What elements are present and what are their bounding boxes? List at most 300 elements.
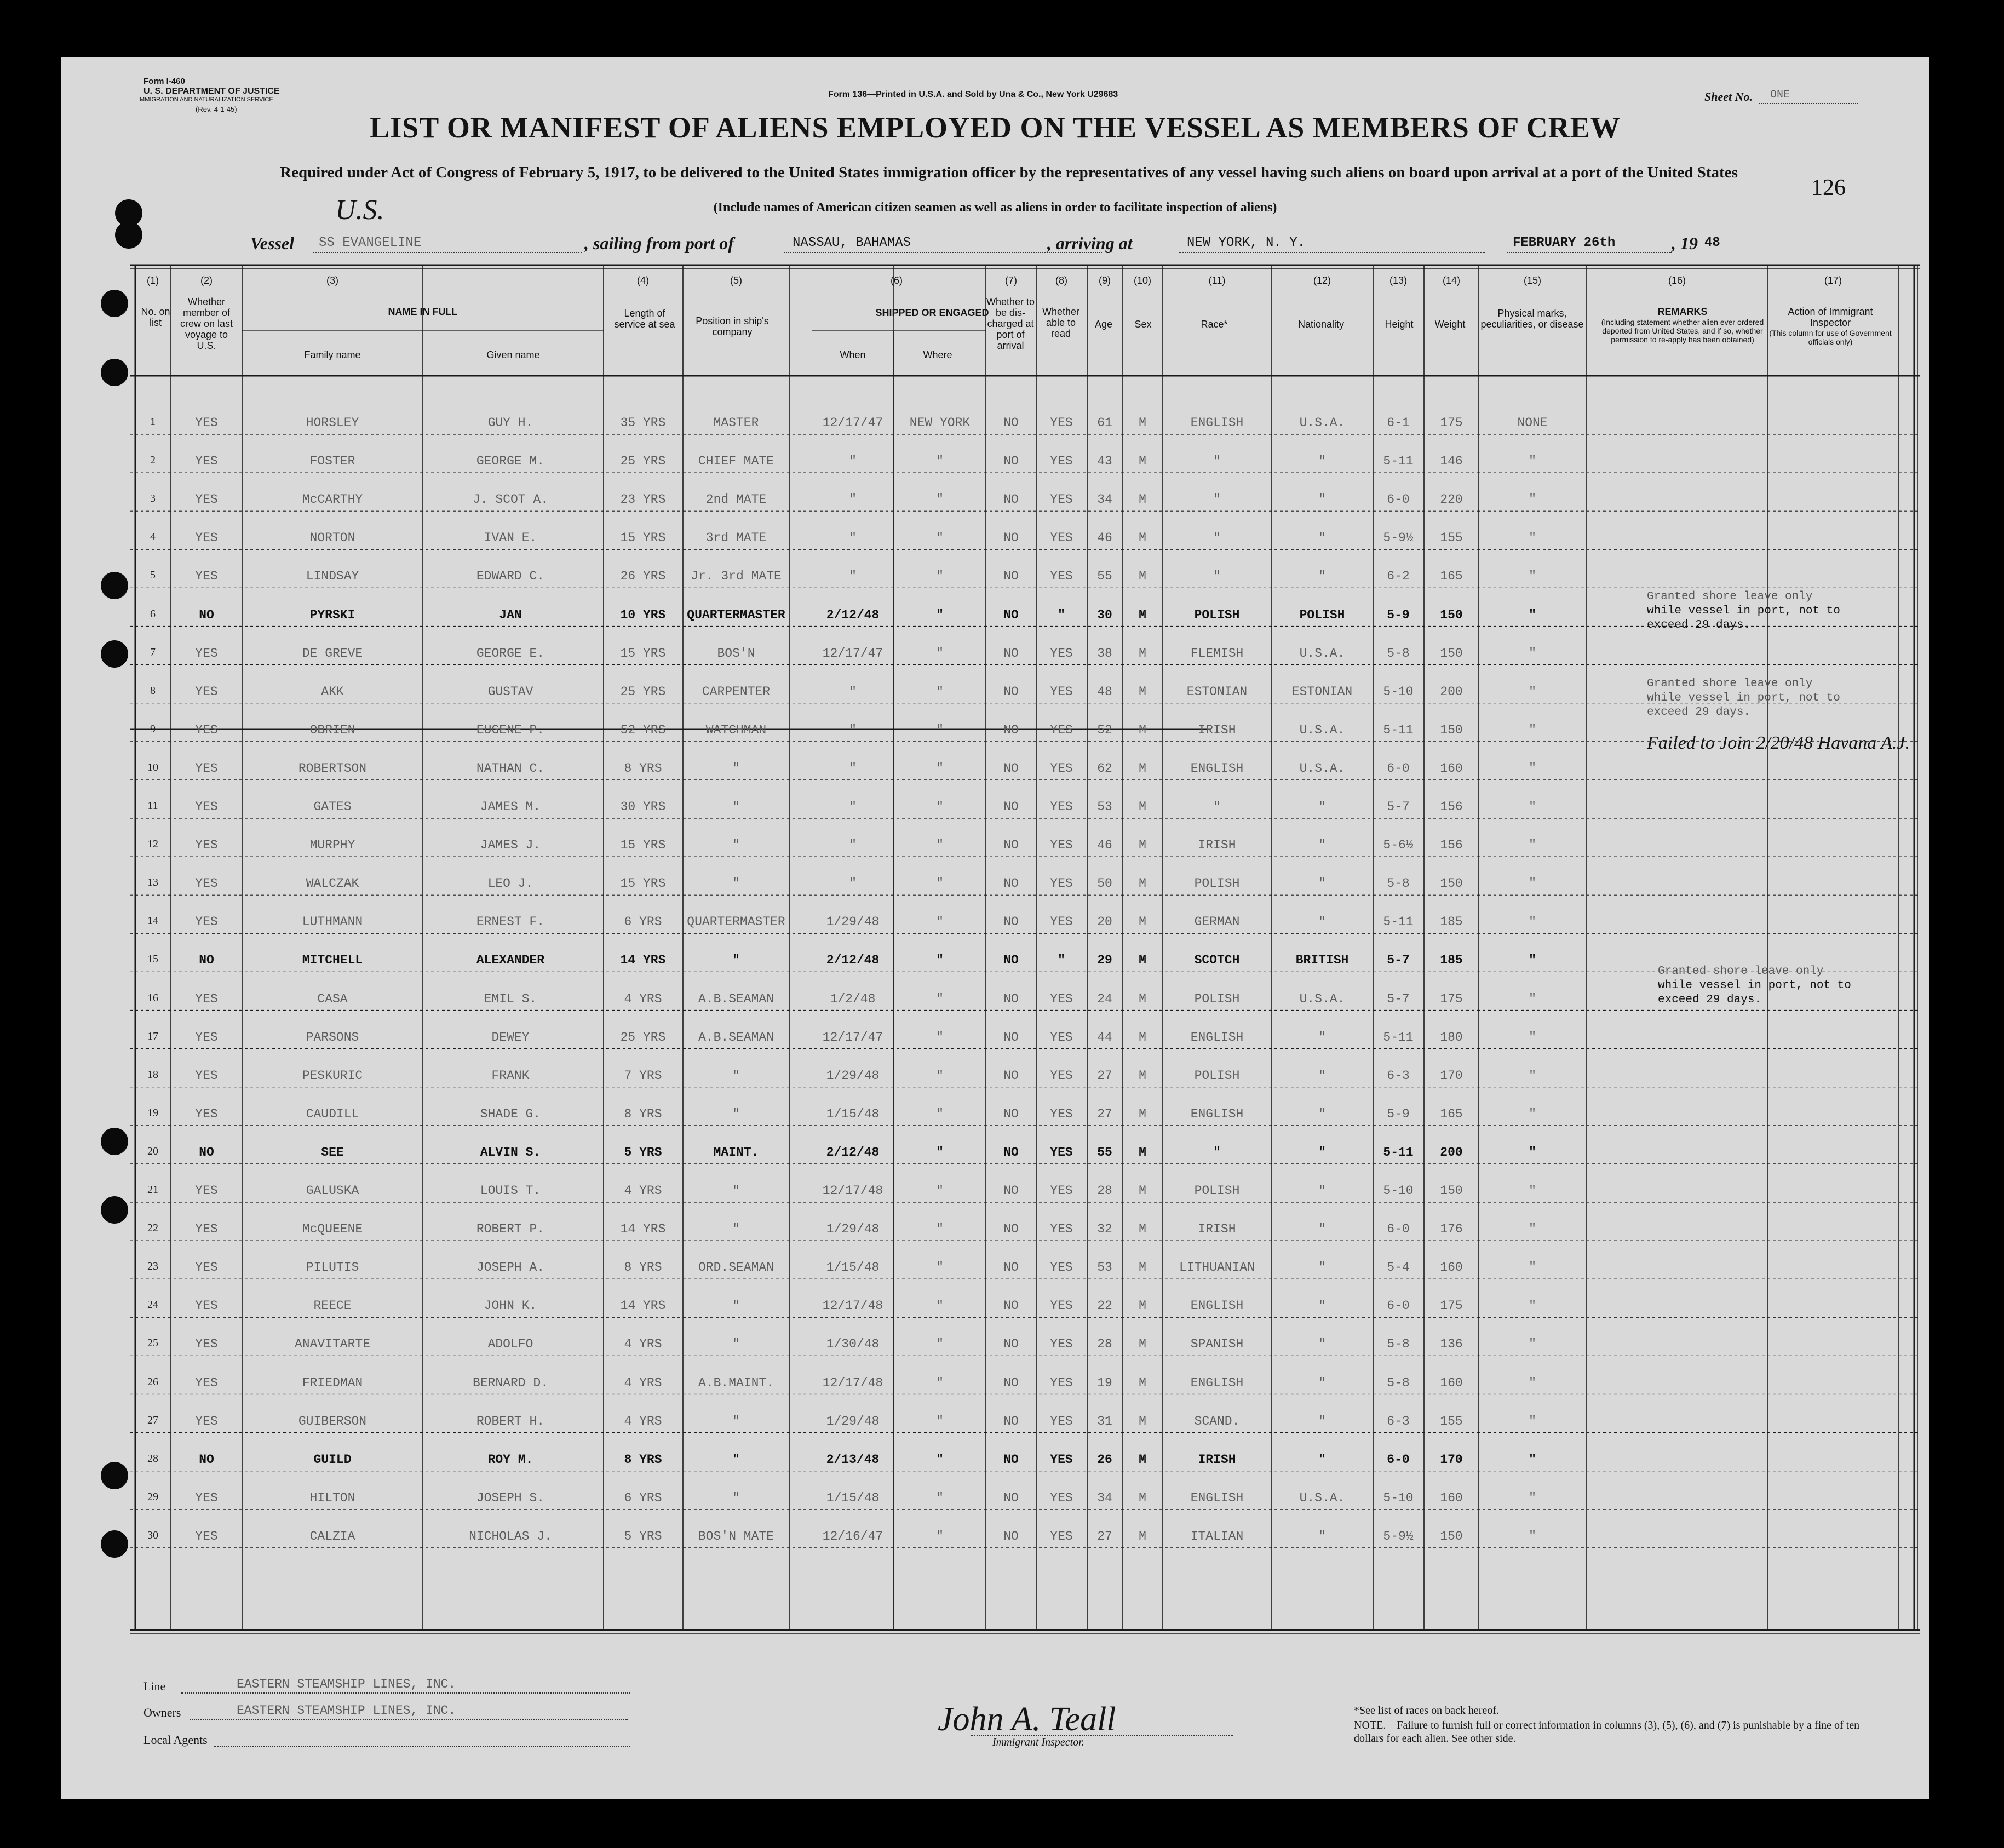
family-name: FRIEDMAN: [302, 1375, 363, 1390]
column-number-label: (15): [1523, 275, 1541, 286]
weight: 150: [1440, 876, 1463, 891]
line-rule: [181, 1692, 630, 1694]
able-to-read: YES: [1050, 1068, 1073, 1083]
position: BOS'N: [717, 646, 755, 661]
able-to-read: YES: [1050, 569, 1073, 584]
physical-marks: ": [1529, 1222, 1536, 1237]
row-number: 30: [147, 1529, 158, 1541]
nationality: ": [1318, 1414, 1326, 1428]
row-number: 12: [147, 838, 158, 851]
family-name: LUTHMANN: [302, 915, 363, 929]
shipped-when: ": [849, 569, 857, 584]
weight: 175: [1440, 991, 1463, 1006]
position: Jr. 3rd MATE: [691, 569, 782, 584]
able-to-read: YES: [1050, 1452, 1073, 1467]
header-physical-marks: Physical marks, peculiarities, or disease: [1480, 308, 1584, 330]
height: 5-7: [1387, 953, 1410, 968]
age: 38: [1097, 646, 1112, 661]
row-number: 11: [147, 800, 158, 812]
race: GERMAN: [1194, 915, 1240, 929]
discharged: NO: [1003, 915, 1019, 929]
shipped-when: ": [849, 531, 857, 546]
row-number: 2: [150, 454, 156, 467]
discharged: NO: [1003, 1337, 1019, 1352]
row-number: 21: [147, 1184, 158, 1196]
crew-last-voyage: YES: [195, 1337, 218, 1352]
shipped-when: ": [849, 761, 857, 776]
shipped-where: ": [936, 722, 944, 737]
position: ": [732, 1452, 740, 1467]
physical-marks: ": [1529, 492, 1536, 507]
weight: 156: [1440, 800, 1463, 814]
height: 5-7: [1387, 991, 1410, 1006]
family-name: MITCHELL: [302, 953, 363, 968]
column-number-label: (5): [730, 275, 742, 286]
position: ": [732, 800, 740, 814]
physical-marks: ": [1529, 1030, 1536, 1044]
weight: 160: [1440, 1490, 1463, 1505]
sex: M: [1139, 1222, 1146, 1237]
header-where: Where: [923, 349, 952, 360]
position: 2nd MATE: [705, 492, 767, 507]
race: ESTONIAN: [1186, 684, 1248, 699]
race: ENGLISH: [1190, 416, 1244, 430]
nationality: U.S.A.: [1299, 646, 1345, 661]
remark-row15-line1: Granted shore leave only: [1658, 965, 1824, 978]
crew-last-voyage: NO: [199, 1452, 214, 1467]
weight: 150: [1440, 1184, 1463, 1198]
given-name: LOUIS T.: [480, 1184, 541, 1198]
height: 6-3: [1387, 1414, 1410, 1428]
shipped-where: NEW YORK: [909, 416, 971, 430]
height: 6-0: [1387, 1299, 1410, 1313]
physical-marks: ": [1529, 1375, 1536, 1390]
able-to-read: YES: [1050, 761, 1073, 776]
physical-marks: ": [1529, 1068, 1536, 1083]
given-name: GEORGE E.: [476, 646, 545, 661]
column-number-label: (8): [1055, 275, 1067, 286]
line-value: EASTERN STEAMSHIP LINES, INC.: [237, 1677, 456, 1691]
height: 5-8: [1387, 646, 1410, 661]
position: ": [732, 761, 740, 776]
nationality: ": [1318, 1452, 1326, 1467]
race: ENGLISH: [1190, 1106, 1244, 1121]
able-to-read: YES: [1050, 1184, 1073, 1198]
sex: M: [1139, 454, 1146, 469]
header-age: Age: [1094, 319, 1113, 330]
row-number: 19: [147, 1106, 158, 1119]
weight: 200: [1440, 684, 1463, 699]
height: 5-8: [1387, 1375, 1410, 1390]
shipped-where: ": [936, 531, 944, 546]
sex: M: [1139, 569, 1146, 584]
position: MASTER: [713, 416, 759, 430]
able-to-read: YES: [1050, 991, 1073, 1006]
row-number: 22: [147, 1222, 158, 1235]
height: 5-7: [1387, 800, 1410, 814]
height: 5-9: [1387, 1106, 1410, 1121]
shipped-where: ": [936, 1452, 944, 1467]
given-name: JAMES M.: [480, 800, 541, 814]
family-name: DE GREVE: [302, 646, 363, 661]
crew-last-voyage: YES: [195, 569, 218, 584]
sex: M: [1139, 1260, 1146, 1275]
shipped-when: 1/15/48: [826, 1490, 880, 1505]
header-length-service: Length of service at sea: [614, 308, 675, 330]
given-name: EDWARD C.: [476, 569, 545, 584]
header-shipped-engaged: SHIPPED OR ENGAGED: [875, 307, 989, 318]
race: ": [1213, 569, 1221, 584]
family-name: REECE: [313, 1299, 352, 1313]
position: ": [732, 1106, 740, 1121]
height: 6-3: [1387, 1068, 1410, 1083]
age: 55: [1097, 569, 1112, 584]
column-number-label: (12): [1313, 275, 1331, 286]
discharged: NO: [1003, 1414, 1019, 1428]
physical-marks: ": [1529, 800, 1536, 814]
given-name: GUSTAV: [487, 684, 533, 699]
able-to-read: YES: [1050, 1337, 1073, 1352]
height: 6-0: [1387, 1222, 1410, 1237]
family-name: LINDSAY: [306, 569, 359, 584]
sex: M: [1139, 1414, 1146, 1428]
physical-marks: ": [1529, 722, 1536, 737]
nationality: ": [1318, 492, 1326, 507]
family-name: McQUEENE: [302, 1222, 363, 1237]
age: 50: [1097, 876, 1112, 891]
age: 20: [1097, 915, 1112, 929]
age: 34: [1097, 1490, 1112, 1505]
nationality: U.S.A.: [1299, 1490, 1345, 1505]
length-of-service: 8 YRS: [624, 1260, 662, 1275]
position: ": [732, 1490, 740, 1505]
physical-marks: ": [1529, 876, 1536, 891]
crew-last-voyage: YES: [195, 876, 218, 891]
shipped-when: 1/29/48: [826, 915, 880, 929]
weight: 136: [1440, 1337, 1463, 1352]
age: 44: [1097, 1030, 1112, 1044]
position: A.B.SEAMAN: [698, 1030, 774, 1044]
age: 53: [1097, 1260, 1112, 1275]
able-to-read: YES: [1050, 876, 1073, 891]
race: FLEMISH: [1190, 646, 1244, 661]
given-name: EMIL S.: [484, 991, 537, 1006]
height: 6-2: [1387, 569, 1410, 584]
physical-marks: ": [1529, 646, 1536, 661]
race: ": [1213, 531, 1221, 546]
from-label: , sailing from port of: [584, 233, 734, 253]
given-name: DEWEY: [491, 1030, 530, 1044]
row-number: 27: [147, 1414, 158, 1426]
length-of-service: 15 YRS: [620, 646, 666, 661]
position: ": [732, 1299, 740, 1313]
column-number-label: (4): [637, 275, 649, 286]
race: ": [1213, 454, 1221, 469]
family-name: PARSONS: [306, 1030, 359, 1044]
age: 19: [1097, 1375, 1112, 1390]
sex: M: [1139, 876, 1146, 891]
physical-marks: ": [1529, 761, 1536, 776]
row-number: 10: [147, 761, 158, 773]
position: CHIEF MATE: [698, 454, 774, 469]
sex: M: [1139, 1529, 1146, 1543]
row-number: 29: [147, 1490, 158, 1503]
height: 5-10: [1383, 1490, 1414, 1505]
remark-row15-line2: while vessel in port, not to: [1658, 979, 1851, 992]
sex: M: [1139, 531, 1146, 546]
length-of-service: 6 YRS: [624, 915, 662, 929]
sex: M: [1139, 1337, 1146, 1352]
crew-last-voyage: YES: [195, 416, 218, 430]
race: SPANISH: [1190, 1337, 1244, 1352]
position: ": [732, 1337, 740, 1352]
shipped-when: ": [849, 454, 857, 469]
header-position: Position in ship's company: [696, 315, 769, 337]
shipped-when: 12/17/48: [822, 1299, 883, 1313]
crew-last-voyage: YES: [195, 1222, 218, 1237]
sheet-value: ONE: [1770, 89, 1790, 101]
row-number: 15: [147, 953, 158, 966]
height: 5-8: [1387, 1337, 1410, 1352]
shipped-when: ": [849, 838, 857, 853]
able-to-read: YES: [1050, 1529, 1073, 1543]
age: 27: [1097, 1106, 1112, 1121]
age: 30: [1097, 607, 1112, 622]
physical-marks: ": [1529, 915, 1536, 929]
header-remarks-note: (Including statement whether alien ever ordered deported from United States, and if so, whether permission to re-apply has been obtained): [1601, 318, 1764, 344]
physical-marks: ": [1529, 569, 1536, 584]
race: POLISH: [1194, 876, 1240, 891]
given-name: JAN: [499, 607, 522, 622]
shipped-where: ": [936, 607, 944, 622]
crew-last-voyage: YES: [195, 1068, 218, 1083]
length-of-service: 8 YRS: [624, 1452, 662, 1467]
given-name: ROY M.: [487, 1452, 533, 1467]
owners-value: EASTERN STEAMSHIP LINES, INC.: [237, 1703, 456, 1718]
weight: 180: [1440, 1030, 1463, 1044]
vessel-value: SS EVANGELINE: [319, 236, 422, 250]
crew-last-voyage: YES: [195, 646, 218, 661]
year-prefix: , 19: [1672, 233, 1698, 253]
row-number: 20: [147, 1145, 158, 1157]
given-name: ADOLFO: [487, 1337, 533, 1352]
shipped-when: ": [849, 492, 857, 507]
nationality: ": [1318, 1184, 1326, 1198]
remark-row8-line3: exceed 29 days.: [1647, 706, 1751, 719]
weight: 185: [1440, 953, 1463, 968]
header-able-to-read: Whether able to read: [1042, 306, 1080, 339]
form-number: Form I-460: [143, 77, 185, 86]
physical-marks: ": [1529, 684, 1536, 699]
weight: 150: [1440, 722, 1463, 737]
subtitle: Required under Act of Congress of February 5, 1917, to be delivered to the United States immigration officer by the representatives of any vessel having such aliens on board upon arrival at a port of the United States: [280, 164, 1738, 181]
line-label: Line: [143, 1679, 166, 1693]
able-to-read: YES: [1050, 800, 1073, 814]
subtitle-note: (Include names of American citizen seamen as well as aliens in order to facilitate inspection of aliens): [713, 200, 1277, 215]
nationality: ": [1318, 1260, 1326, 1275]
sex: M: [1139, 722, 1146, 737]
discharged: NO: [1003, 1529, 1019, 1543]
header-remarks: REMARKS: [1657, 306, 1708, 317]
physical-marks: ": [1529, 1145, 1536, 1160]
row-number: 16: [147, 991, 158, 1004]
age: 46: [1097, 838, 1112, 853]
age: 26: [1097, 1452, 1112, 1467]
sex: M: [1139, 761, 1146, 776]
discharged: NO: [1003, 1030, 1019, 1044]
shipped-where: ": [936, 1260, 944, 1275]
family-name: PESKURIC: [302, 1068, 363, 1083]
shipped-when: 1/15/48: [826, 1260, 880, 1275]
given-name: ROBERT P.: [476, 1222, 545, 1237]
physical-marks: ": [1529, 1452, 1536, 1467]
length-of-service: 14 YRS: [620, 1299, 666, 1313]
column-number-label: (10): [1133, 275, 1151, 286]
weight: 176: [1440, 1222, 1463, 1237]
able-to-read: YES: [1050, 531, 1073, 546]
length-of-service: 4 YRS: [624, 991, 662, 1006]
age: 32: [1097, 1222, 1112, 1237]
able-to-read: ": [1058, 607, 1065, 622]
shipped-where: ": [936, 569, 944, 584]
shipped-when: ": [849, 876, 857, 891]
shipped-when: 12/17/48: [822, 1375, 883, 1390]
physical-marks: ": [1529, 1414, 1536, 1428]
family-name: OBRIEN: [309, 722, 355, 737]
shipped-when: 1/30/48: [826, 1337, 880, 1352]
sex: M: [1139, 800, 1146, 814]
shipped-where: ": [936, 1068, 944, 1083]
sex: M: [1139, 1375, 1146, 1390]
age: 43: [1097, 454, 1112, 469]
discharged: NO: [1003, 1106, 1019, 1121]
discharged: NO: [1003, 492, 1019, 507]
length-of-service: 4 YRS: [624, 1414, 662, 1428]
able-to-read: YES: [1050, 1490, 1073, 1505]
shipped-where: ": [936, 1337, 944, 1352]
weight: 170: [1440, 1452, 1463, 1467]
race: IRISH: [1198, 722, 1236, 737]
length-of-service: 4 YRS: [624, 1337, 662, 1352]
age: 22: [1097, 1299, 1112, 1313]
position: A.B.SEAMAN: [698, 991, 774, 1006]
discharged: NO: [1003, 1260, 1019, 1275]
crew-last-voyage: NO: [199, 1145, 214, 1160]
age: 52: [1097, 722, 1112, 737]
length-of-service: 10 YRS: [620, 607, 666, 622]
discharged: NO: [1003, 569, 1019, 584]
nationality: ": [1318, 1068, 1326, 1083]
shipped-where: ": [936, 800, 944, 814]
row-number: 6: [150, 607, 156, 620]
length-of-service: 8 YRS: [624, 1106, 662, 1121]
length-of-service: 15 YRS: [620, 531, 666, 546]
length-of-service: 15 YRS: [620, 876, 666, 891]
family-name: HILTON: [309, 1490, 355, 1505]
shipped-when: 2/12/48: [826, 953, 880, 968]
position: ": [732, 1222, 740, 1237]
nationality: POLISH: [1299, 607, 1345, 622]
discharged: NO: [1003, 1490, 1019, 1505]
family-name: ROBERTSON: [298, 761, 367, 776]
weight: 156: [1440, 838, 1463, 853]
given-name: IVAN E.: [484, 531, 537, 546]
discharged: NO: [1003, 876, 1019, 891]
race: ENGLISH: [1190, 1299, 1244, 1313]
length-of-service: 52 YRS: [620, 722, 666, 737]
nationality: ": [1318, 531, 1326, 546]
position: ": [732, 1068, 740, 1083]
nationality: ": [1318, 454, 1326, 469]
nationality: ": [1318, 800, 1326, 814]
able-to-read: YES: [1050, 915, 1073, 929]
given-name: JOSEPH A.: [476, 1260, 545, 1275]
sex: M: [1139, 1030, 1146, 1044]
row-number: 7: [150, 646, 156, 658]
weight: 220: [1440, 492, 1463, 507]
discharged: NO: [1003, 722, 1019, 737]
row-number: 28: [147, 1452, 158, 1465]
position: QUARTERMASTER: [687, 915, 785, 929]
family-name: GALUSKA: [306, 1184, 359, 1198]
nationality: ": [1318, 1106, 1326, 1121]
discharged: NO: [1003, 761, 1019, 776]
discharged: NO: [1003, 800, 1019, 814]
header-no-on-list: No. on list: [141, 306, 170, 328]
shipped-when: 12/16/47: [822, 1529, 883, 1543]
height: 6-0: [1387, 761, 1410, 776]
sex: M: [1139, 607, 1146, 622]
date-value: FEBRUARY 26th: [1513, 236, 1616, 250]
sheet-label: Sheet No.: [1704, 90, 1753, 104]
discharged: NO: [1003, 953, 1019, 968]
header-inspector-note: (This column for use of Government officials only): [1769, 329, 1892, 346]
discharged: NO: [1003, 1068, 1019, 1083]
position: ORD.SEAMAN: [698, 1260, 774, 1275]
crew-last-voyage: YES: [195, 1260, 218, 1275]
able-to-read: YES: [1050, 1106, 1073, 1121]
crew-last-voyage: YES: [195, 684, 218, 699]
sex: M: [1139, 1184, 1146, 1198]
position: 3rd MATE: [705, 531, 767, 546]
family-name: NORTON: [309, 531, 355, 546]
family-name: CAUDILL: [306, 1106, 359, 1121]
able-to-read: YES: [1050, 1222, 1073, 1237]
column-number-label: (1): [147, 275, 159, 286]
owners-rule: [190, 1719, 628, 1720]
sex: M: [1139, 915, 1146, 929]
height: 5-9½: [1383, 1529, 1414, 1543]
sex: M: [1139, 1106, 1146, 1121]
row-number: 24: [147, 1299, 158, 1311]
shipped-when: 1/29/48: [826, 1068, 880, 1083]
family-name: FOSTER: [309, 454, 355, 469]
remark-row6-line1: Granted shore leave only: [1647, 590, 1813, 603]
shipped-when: 12/17/47: [822, 1030, 883, 1044]
given-name: LEO J.: [487, 876, 533, 891]
able-to-read: YES: [1050, 454, 1073, 469]
able-to-read: ": [1058, 953, 1065, 968]
row-number: 13: [147, 876, 158, 889]
shipped-where: ": [936, 876, 944, 891]
arriving-value: NEW YORK, N. Y.: [1187, 236, 1306, 250]
discharged: NO: [1003, 607, 1019, 622]
shipped-where: ": [936, 915, 944, 929]
age: 27: [1097, 1529, 1112, 1543]
weight: 165: [1440, 569, 1463, 584]
nationality: U.S.A.: [1299, 991, 1345, 1006]
race: ENGLISH: [1190, 1375, 1244, 1390]
